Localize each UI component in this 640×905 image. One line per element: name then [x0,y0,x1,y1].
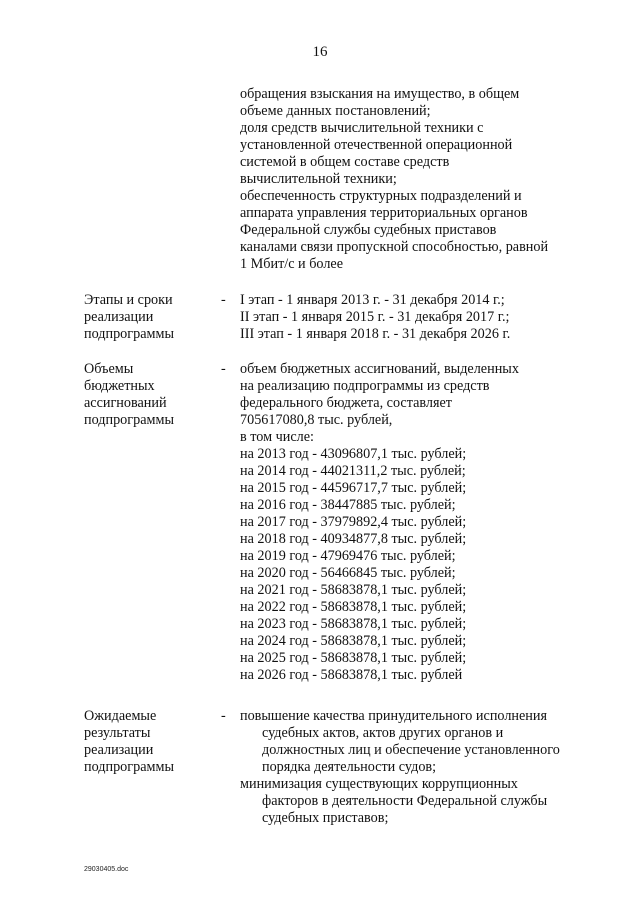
budget-year-line: на 2020 год - 56466845 тыс. рублей; [240,565,456,581]
budget-year-line: на 2023 год - 58683878,1 тыс. рублей; [240,616,467,632]
text-line: системой в общем составе средств [240,154,450,170]
text-line: II этап - 1 января 2015 г. - 31 декабря 2017 г.; [240,309,510,325]
label-line: бюджетных [84,378,155,394]
budget-year-line: на 2014 год - 44021311,2 тыс. рублей; [240,463,466,479]
budget-text [240,361,580,684]
text-line: каналами связи пропускной способностью, равной [240,239,549,255]
budget-year-line: на 2022 год - 58683878,1 тыс. рублей; [240,599,467,615]
text-line: III этап - 1 января 2018 г. - 31 декабря 2026 г. [240,326,511,342]
text-line: на реализацию подпрограммы из средств [240,378,490,394]
text-line: 705617080,8 тыс. рублей, [240,412,393,428]
dash-separator: - [221,708,226,724]
label-line: подпрограммы [84,759,174,775]
text-line: Федеральной службы судебных приставов [240,222,497,238]
text-line: факторов в деятельности Федеральной службы [262,793,548,809]
text-line: вычислительной техники; [240,171,397,187]
stages-text [240,292,580,343]
text-line: минимизация существующих коррупционных [240,776,518,792]
budget-year-line: на 2018 год - 40934877,8 тыс. рублей; [240,531,467,547]
label-line: реализации [84,742,154,758]
text-line: судебных актов, актов других органов и [262,725,504,741]
text-line: должностных лиц и обеспечение установленного [262,742,560,758]
dash-separator: - [221,361,226,377]
text-line: повышение качества принудительного исполнения [240,708,548,724]
results-label [84,708,212,776]
label-line: Ожидаемые [84,708,157,724]
page-number: 16 [312,44,328,60]
text-line: объеме данных постановлений; [240,103,431,119]
budget-label [84,361,212,429]
budget-year-line: на 2019 год - 47969476 тыс. рублей; [240,548,456,564]
text-line: доля средств вычислительной техники с [240,120,484,136]
budget-year-line: на 2013 год - 43096807,1 тыс. рублей; [240,446,467,462]
budget-year-line: на 2017 год - 37979892,4 тыс. рублей; [240,514,467,530]
file-name-footer: 29030405.doc [84,866,129,873]
budget-year-line: на 2015 год - 44596717,7 тыс. рублей; [240,480,467,496]
budget-year-line: на 2024 год - 58683878,1 тыс. рублей; [240,633,467,649]
text-line: порядка деятельности судов; [262,759,437,775]
text-line: установленной отечественной операционной [240,137,513,153]
text-line: объем бюджетных ассигнований, выделенных [240,361,519,377]
stages-label [84,292,212,343]
text-line: обращения взыскания на имущество, в общем [240,86,520,102]
text-line: 1 Мбит/с и более [240,256,343,272]
label-line: подпрограммы [84,412,174,428]
budget-year-line: на 2016 год - 38447885 тыс. рублей; [240,497,456,513]
dash-separator: - [221,292,226,308]
label-line: Объемы [84,361,134,377]
text-line: в том числе: [240,429,314,445]
budget-year-line: на 2025 год - 58683878,1 тыс. рублей; [240,650,467,666]
budget-year-line: на 2026 год - 58683878,1 тыс. рублей [240,667,463,683]
text-line: аппарата управления территориальных органов [240,205,528,221]
label-line: подпрограммы [84,326,174,342]
budget-year-line: на 2021 год - 58683878,1 тыс. рублей; [240,582,467,598]
continuation-text [240,86,580,273]
text-line: обеспеченность структурных подразделений и [240,188,522,204]
label-line: Этапы и сроки [84,292,173,308]
text-line: судебных приставов; [262,810,389,826]
label-line: ассигнований [84,395,167,411]
label-line: реализации [84,309,154,325]
results-text [240,708,580,827]
label-line: результаты [84,725,151,741]
text-line: I этап - 1 января 2013 г. - 31 декабря 2014 г.; [240,292,505,308]
text-line: федерального бюджета, составляет [240,395,452,411]
